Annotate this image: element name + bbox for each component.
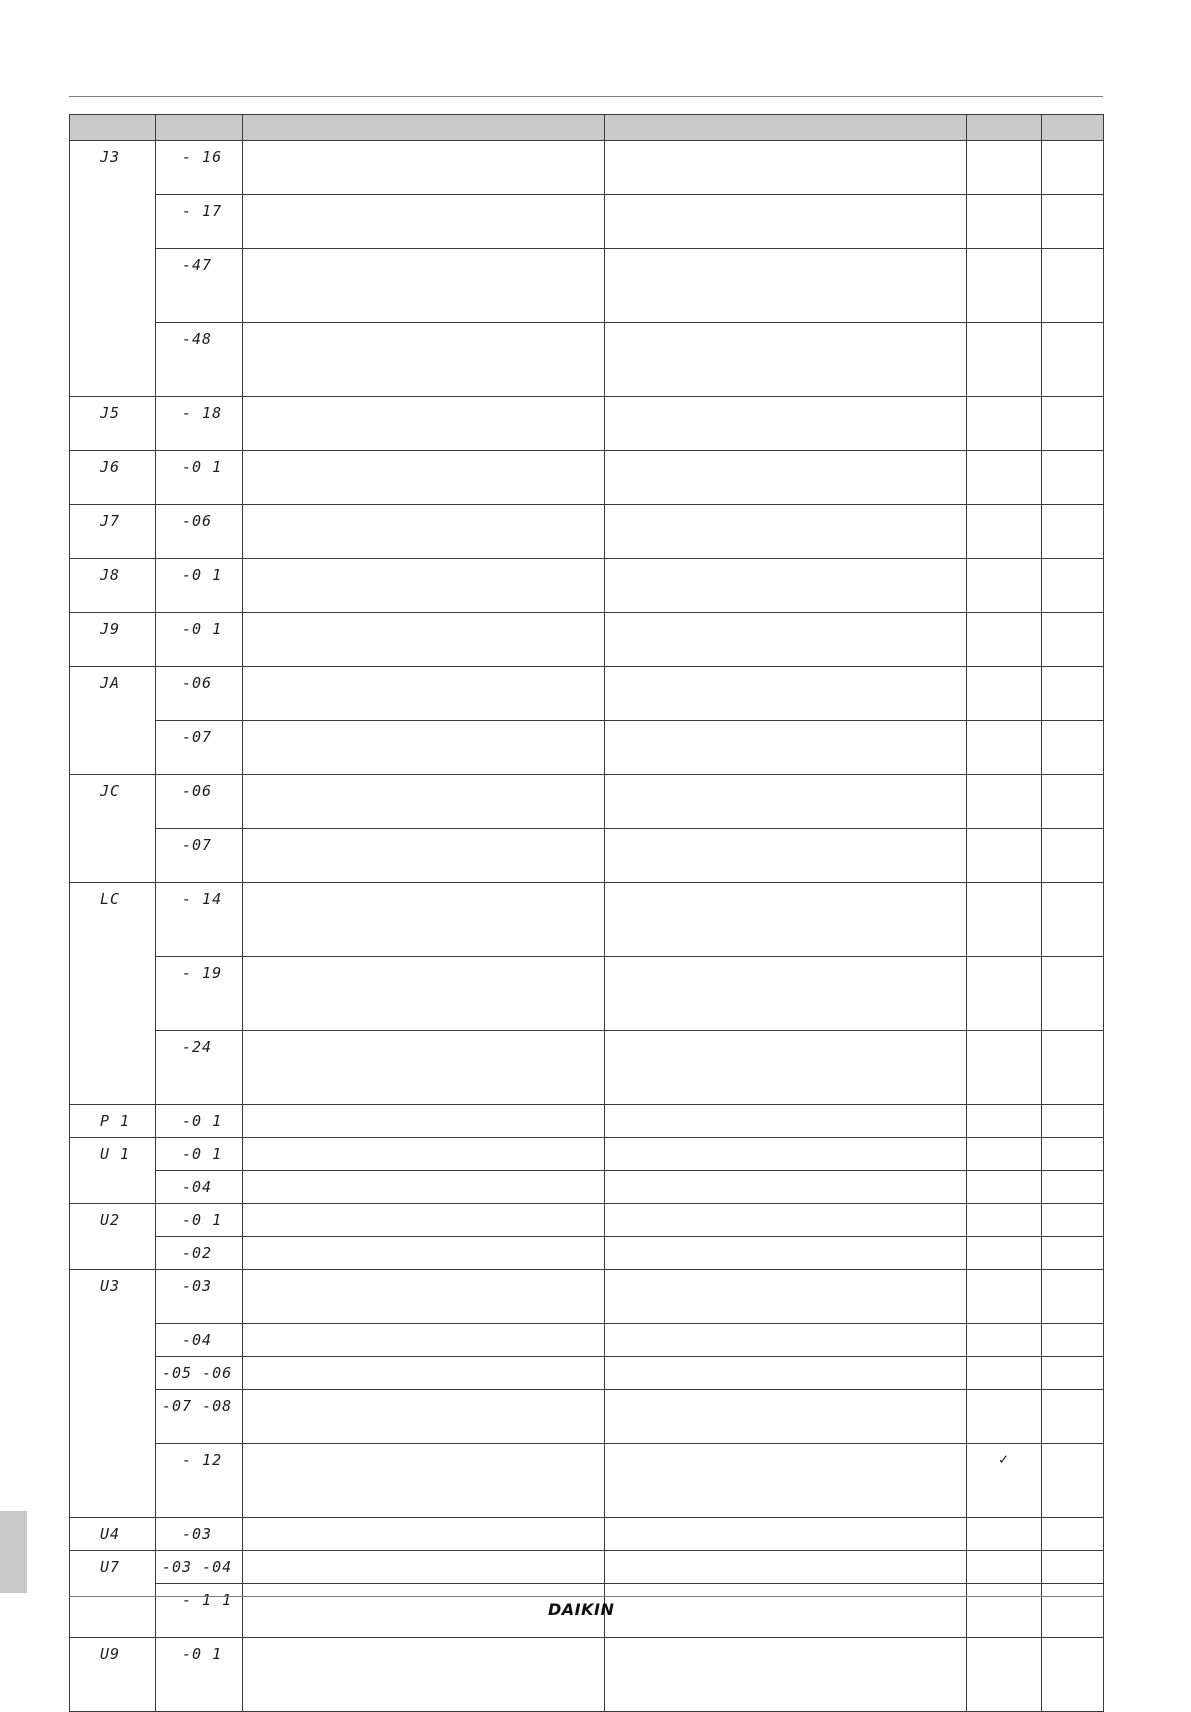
extra-cell — [1042, 1551, 1104, 1584]
sub-code-cell: -0 1 — [156, 559, 243, 613]
main-code-cell: LC — [70, 883, 156, 1105]
sub-code-cell: -07 — [156, 829, 243, 883]
check-cell — [967, 1204, 1042, 1237]
extra-cell — [1042, 323, 1104, 397]
description-cell — [243, 451, 605, 505]
check-cell — [967, 1237, 1042, 1270]
description-cell — [243, 1324, 605, 1357]
description-cell — [243, 721, 605, 775]
description-cell — [243, 323, 605, 397]
description-cell — [243, 249, 605, 323]
description-cell — [243, 1518, 605, 1551]
description-cell — [243, 1031, 605, 1105]
extra-cell — [1042, 1171, 1104, 1204]
description-cell — [243, 1138, 605, 1171]
check-cell — [967, 1105, 1042, 1138]
table-row — [70, 1390, 1104, 1444]
solution-cell — [605, 1357, 967, 1390]
solution-cell — [605, 451, 967, 505]
solution-cell — [605, 667, 967, 721]
main-code-cell: J3 — [70, 141, 156, 397]
table-row — [70, 505, 1104, 559]
extra-cell — [1042, 559, 1104, 613]
sub-code-cell: -02 — [156, 1237, 243, 1270]
check-cell — [967, 559, 1042, 613]
extra-cell — [1042, 505, 1104, 559]
table-row — [70, 141, 1104, 195]
solution-cell — [605, 1204, 967, 1237]
solution-cell — [605, 1518, 967, 1551]
sub-code-cell: - 17 — [156, 195, 243, 249]
table-row — [70, 1171, 1104, 1204]
description-cell — [243, 1638, 605, 1712]
extra-cell — [1042, 1204, 1104, 1237]
table-row — [70, 1270, 1104, 1324]
solution-cell — [605, 613, 967, 667]
header-cell-last — [1042, 115, 1104, 141]
sub-code-cell: - 16 — [156, 141, 243, 195]
table-row — [70, 829, 1104, 883]
table-row — [70, 323, 1104, 397]
sub-code-cell: -0 1 — [156, 1638, 243, 1712]
main-code-cell: J6 — [70, 451, 156, 505]
solution-cell — [605, 1171, 967, 1204]
sub-code-cell: -07 -08 — [156, 1390, 243, 1444]
main-code-cell: J7 — [70, 505, 156, 559]
table-row — [70, 451, 1104, 505]
check-cell — [967, 1324, 1042, 1357]
description-cell — [243, 667, 605, 721]
side-thumb-tab — [0, 1511, 27, 1593]
check-cell — [967, 883, 1042, 957]
header-cell-description — [243, 115, 605, 141]
check-cell — [967, 195, 1042, 249]
extra-cell — [1042, 829, 1104, 883]
extra-cell — [1042, 1031, 1104, 1105]
solution-cell — [605, 249, 967, 323]
solution-cell — [605, 559, 967, 613]
sub-code-cell: -04 — [156, 1324, 243, 1357]
sub-code-cell: - 18 — [156, 397, 243, 451]
check-cell — [967, 1031, 1042, 1105]
table-row — [70, 1204, 1104, 1237]
description-cell — [243, 397, 605, 451]
extra-cell — [1042, 1584, 1104, 1638]
check-cell — [967, 1171, 1042, 1204]
solution-cell — [605, 775, 967, 829]
sub-code-cell: -0 1 — [156, 613, 243, 667]
sub-code-cell: -04 — [156, 1171, 243, 1204]
header-cell-check — [967, 115, 1042, 141]
table-row — [70, 1138, 1104, 1171]
footer-rule — [69, 1596, 1103, 1597]
main-code-cell: U2 — [70, 1204, 156, 1270]
check-cell — [967, 957, 1042, 1031]
check-cell — [967, 1138, 1042, 1171]
header-rule — [69, 96, 1103, 97]
check-cell — [967, 1518, 1042, 1551]
description-cell — [243, 1444, 605, 1518]
solution-cell — [605, 195, 967, 249]
table-row — [70, 397, 1104, 451]
header-cell-sub-code — [156, 115, 243, 141]
sub-code-cell: -07 — [156, 721, 243, 775]
check-cell — [967, 141, 1042, 195]
main-code-cell: J5 — [70, 397, 156, 451]
main-code-cell: J9 — [70, 613, 156, 667]
extra-cell — [1042, 667, 1104, 721]
table-row — [70, 721, 1104, 775]
solution-cell — [605, 141, 967, 195]
check-cell — [967, 1551, 1042, 1584]
main-code-cell: JA — [70, 667, 156, 775]
description-cell — [243, 613, 605, 667]
extra-cell — [1042, 397, 1104, 451]
extra-cell — [1042, 721, 1104, 775]
sub-code-cell: -03 — [156, 1518, 243, 1551]
description-cell — [243, 957, 605, 1031]
extra-cell — [1042, 1390, 1104, 1444]
sub-code-cell: -05 -06 — [156, 1357, 243, 1390]
sub-code-cell: - 19 — [156, 957, 243, 1031]
description-cell — [243, 1551, 605, 1584]
sub-code-cell: -06 — [156, 505, 243, 559]
sub-code-cell: -0 1 — [156, 1105, 243, 1138]
solution-cell — [605, 1584, 967, 1638]
check-cell — [967, 1584, 1042, 1638]
description-cell — [243, 883, 605, 957]
sub-code-cell: -48 — [156, 323, 243, 397]
check-cell — [967, 1270, 1042, 1324]
description-cell — [243, 195, 605, 249]
table-row — [70, 1237, 1104, 1270]
solution-cell — [605, 1444, 967, 1518]
check-cell — [967, 451, 1042, 505]
check-cell — [967, 249, 1042, 323]
table-row — [70, 957, 1104, 1031]
solution-cell — [605, 1638, 967, 1712]
check-cell — [967, 613, 1042, 667]
table-row — [70, 613, 1104, 667]
table-row — [70, 1518, 1104, 1551]
table-row — [70, 1357, 1104, 1390]
table-row — [70, 1324, 1104, 1357]
error-code-table — [69, 114, 1104, 1712]
solution-cell — [605, 323, 967, 397]
extra-cell — [1042, 1638, 1104, 1712]
description-cell — [243, 775, 605, 829]
sub-code-cell: - 12 — [156, 1444, 243, 1518]
solution-cell — [605, 1105, 967, 1138]
solution-cell — [605, 1390, 967, 1444]
main-code-cell: J8 — [70, 559, 156, 613]
description-cell — [243, 1105, 605, 1138]
check-cell — [967, 397, 1042, 451]
extra-cell — [1042, 775, 1104, 829]
solution-cell — [605, 1138, 967, 1171]
solution-cell — [605, 1270, 967, 1324]
solution-cell — [605, 957, 967, 1031]
check-cell — [967, 721, 1042, 775]
sub-code-cell: - 1 1 — [156, 1584, 243, 1638]
extra-cell — [1042, 613, 1104, 667]
check-cell — [967, 1638, 1042, 1712]
extra-cell — [1042, 249, 1104, 323]
solution-cell — [605, 883, 967, 957]
extra-cell — [1042, 1138, 1104, 1171]
table-row — [70, 1031, 1104, 1105]
solution-cell — [605, 1237, 967, 1270]
solution-cell — [605, 505, 967, 559]
extra-cell — [1042, 957, 1104, 1031]
sub-code-cell: -06 — [156, 775, 243, 829]
extra-cell — [1042, 141, 1104, 195]
solution-cell — [605, 829, 967, 883]
main-code-cell: JC — [70, 775, 156, 883]
sub-code-cell: -0 1 — [156, 1204, 243, 1237]
description-cell — [243, 1390, 605, 1444]
check-cell — [967, 323, 1042, 397]
solution-cell — [605, 1324, 967, 1357]
header-cell-solution — [605, 115, 967, 141]
sub-code-cell: -06 — [156, 667, 243, 721]
sub-code-cell: -24 — [156, 1031, 243, 1105]
extra-cell — [1042, 1324, 1104, 1357]
check-cell — [967, 667, 1042, 721]
extra-cell — [1042, 1270, 1104, 1324]
table-row — [70, 249, 1104, 323]
solution-cell — [605, 721, 967, 775]
table-header-row — [70, 115, 1104, 141]
description-cell — [243, 505, 605, 559]
check-cell — [967, 829, 1042, 883]
description-cell — [243, 141, 605, 195]
extra-cell — [1042, 451, 1104, 505]
description-cell — [243, 1270, 605, 1324]
table-row — [70, 1105, 1104, 1138]
extra-cell — [1042, 1357, 1104, 1390]
sub-code-cell: -03 -04 — [156, 1551, 243, 1584]
description-cell — [243, 1237, 605, 1270]
check-cell — [967, 775, 1042, 829]
sub-code-cell: -0 1 — [156, 1138, 243, 1171]
table-row — [70, 1638, 1104, 1712]
description-cell — [243, 1357, 605, 1390]
table-row — [70, 559, 1104, 613]
main-code-cell: P 1 — [70, 1105, 156, 1138]
sub-code-cell: -47 — [156, 249, 243, 323]
check-cell — [967, 1390, 1042, 1444]
table-row — [70, 1551, 1104, 1584]
extra-cell — [1042, 1105, 1104, 1138]
extra-cell — [1042, 1237, 1104, 1270]
check-cell — [967, 1357, 1042, 1390]
extra-cell — [1042, 883, 1104, 957]
daikin-logo: DAIKIN — [548, 1600, 615, 1619]
description-cell — [243, 829, 605, 883]
solution-cell — [605, 1551, 967, 1584]
description-cell — [243, 559, 605, 613]
table-row — [70, 775, 1104, 829]
sub-code-cell: -03 — [156, 1270, 243, 1324]
extra-cell — [1042, 1444, 1104, 1518]
table-row — [70, 667, 1104, 721]
check-cell — [967, 505, 1042, 559]
main-code-cell: U7 — [70, 1551, 156, 1638]
main-code-cell: U3 — [70, 1270, 156, 1518]
description-cell — [243, 1171, 605, 1204]
description-cell — [243, 1204, 605, 1237]
extra-cell — [1042, 195, 1104, 249]
sub-code-cell: - 14 — [156, 883, 243, 957]
extra-cell — [1042, 1518, 1104, 1551]
sub-code-cell: -0 1 — [156, 451, 243, 505]
table-row — [70, 195, 1104, 249]
checkmark-icon: ✓ — [967, 1444, 1042, 1518]
main-code-cell: U4 — [70, 1518, 156, 1551]
main-code-cell: U9 — [70, 1638, 156, 1712]
solution-cell — [605, 1031, 967, 1105]
header-cell-main-code — [70, 115, 156, 141]
main-code-cell: U 1 — [70, 1138, 156, 1204]
solution-cell — [605, 397, 967, 451]
table-row — [70, 883, 1104, 957]
table-row — [70, 1444, 1104, 1518]
